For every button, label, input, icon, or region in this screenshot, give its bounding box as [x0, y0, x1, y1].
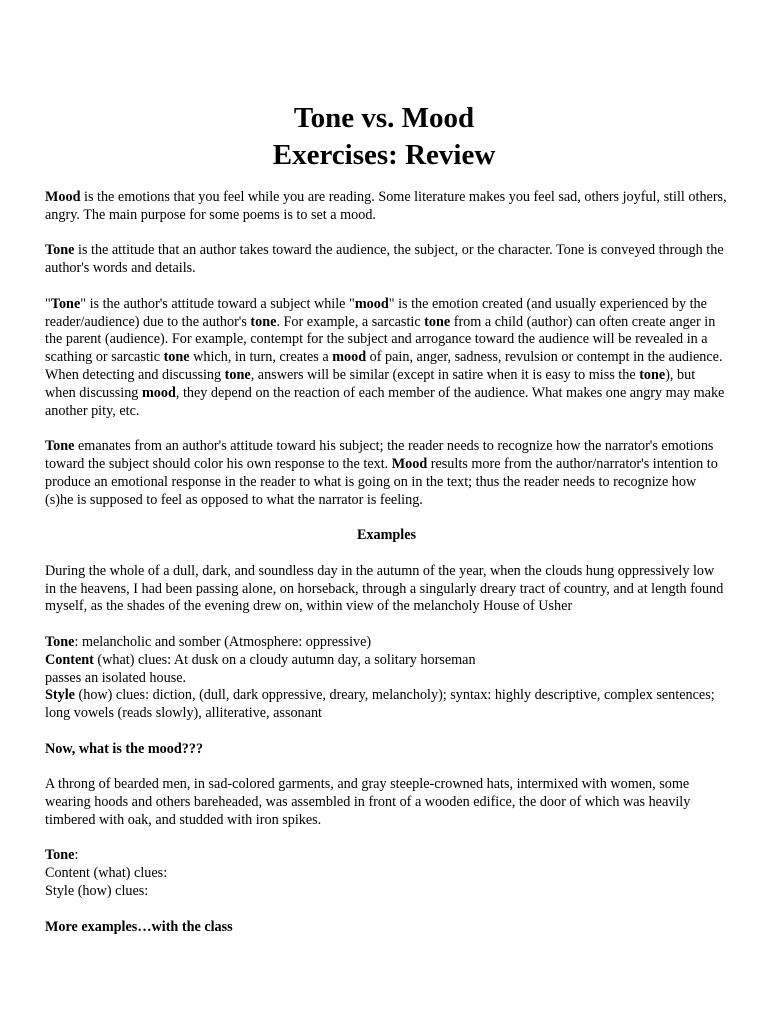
paragraph-tone-emanates — [45, 438, 728, 509]
analysis-style-line — [45, 687, 728, 723]
bold-term: tone — [224, 366, 251, 383]
bold-term: Tone — [50, 295, 81, 312]
text-run: results more from the author/narrator's intention to produce an emotional response in the reader to what is going on in the text; thus the reader needs to recognize how (s)he is supposed to feel as opposed to what the narrator is feeling. — [45, 455, 718, 508]
text-run: (how) clues: diction, (dull, dark oppressive, dreary, melancholy); syntax: highly descriptive, complex sentences; long vowels (reads slowly), alliterative, assonant — [45, 687, 715, 722]
text-run: , answers will be similar (except in satire when it is easy to miss the — [250, 366, 640, 383]
exercise-tone-line — [45, 847, 728, 865]
bold-term: Tone — [45, 438, 75, 455]
passage-house-of-usher: During the whole of a dull, dark, and soundless day in the autumn of the year, when the clouds hung oppressively low in the heavens, I had been passing alone, on horseback, through a singularly dreary tract of country, and at length found myself, as the shades of the evening drew on, within view of the melancholy House of Usher — [45, 562, 724, 615]
bold-term: tone — [639, 366, 666, 383]
passage-bearded-men: A throng of bearded men, in sad-colored garments, and gray steeple-crowned hats, intermixed with women, some wearing hoods and others bareheaded, was assembled in front of a wooden edifice, the door of which was heavily timbered with oak, and studded with iron spikes. — [45, 776, 691, 828]
bold-term: tone — [250, 313, 277, 330]
paragraph-tone-definition — [45, 242, 728, 278]
bold-term: tone — [424, 313, 451, 330]
text-run: " — [45, 295, 51, 312]
analysis-content-line — [45, 652, 728, 670]
bold-term: mood — [332, 349, 367, 366]
text-run: from a child (author) can often create anger in the parent (audience). For example, contempt for the subject and arrogance toward the audience will be revealed in a scathing or sarcastic — [45, 313, 716, 366]
analysis-content-continuation: passes an isolated house. — [45, 669, 187, 686]
title-line-2: Exercises: Review — [272, 139, 496, 171]
exercise-style-line: Style (how) clues: — [45, 883, 149, 900]
text-run: is the emotions that you feel while you are reading. Some literature makes you feel sad, others joyful, still others, angry. The main purpose for some poems is to set a mood. — [45, 189, 727, 223]
text-run: ), but when discussing — [45, 366, 696, 401]
analysis-tone-line — [45, 634, 728, 652]
exercise-content-line: Content (what) clues: — [45, 865, 168, 882]
bold-term: Content — [45, 651, 94, 668]
bold-term: Style — [45, 687, 75, 704]
paragraph-mood-definition — [45, 189, 728, 225]
document-body — [45, 189, 728, 954]
text-run: of pain, anger, sadness, revulsion or contempt in the audience. When detecting and discussing — [45, 349, 723, 383]
bold-term: mood — [141, 384, 176, 401]
bold-term: Mood — [45, 189, 81, 205]
text-run: " is the author's attitude toward a subject while " — [80, 295, 355, 312]
title-line-1: Tone vs. Mood — [293, 102, 475, 134]
examples-heading: Examples — [356, 527, 417, 544]
text-run: (what) clues: At dusk on a cloudy autumn day, a solitary horseman — [93, 651, 476, 668]
text-run: : melancholic and somber (Atmosphere: oppressive) — [74, 633, 372, 650]
bold-term: Now, what is the mood??? — [45, 740, 204, 757]
bold-term: Tone — [45, 633, 75, 650]
paragraph-tone-vs-mood — [45, 296, 728, 421]
more-examples-heading — [45, 919, 728, 937]
mood-question — [45, 741, 728, 759]
bold-term: More examples…with the class — [45, 918, 233, 935]
bold-term: Tone — [45, 847, 75, 864]
bold-term: tone — [163, 349, 190, 366]
bold-term: Mood — [391, 455, 428, 472]
text-run: " is the emotion created (and usually experienced by the reader/audience) due to the author's — [45, 295, 707, 330]
text-run: emanates from an author's attitude toward his subject; the reader needs to recognize how the narrator's emotions toward the subject should color his own response to the text. — [45, 438, 714, 472]
bold-term: mood — [354, 295, 389, 312]
text-run: , they depend on the reaction of each member of the audience. What makes one angry may make another pity, etc. — [45, 384, 725, 419]
text-run: . For example, a sarcastic — [276, 313, 425, 330]
text-run: is the attitude that an author takes toward the audience, the subject, or the character. Tone is conveyed through the author's words and details. — [45, 242, 724, 277]
text-run: : — [74, 847, 79, 864]
text-run: which, in turn, creates a — [189, 349, 333, 366]
bold-term: Tone — [45, 242, 75, 259]
